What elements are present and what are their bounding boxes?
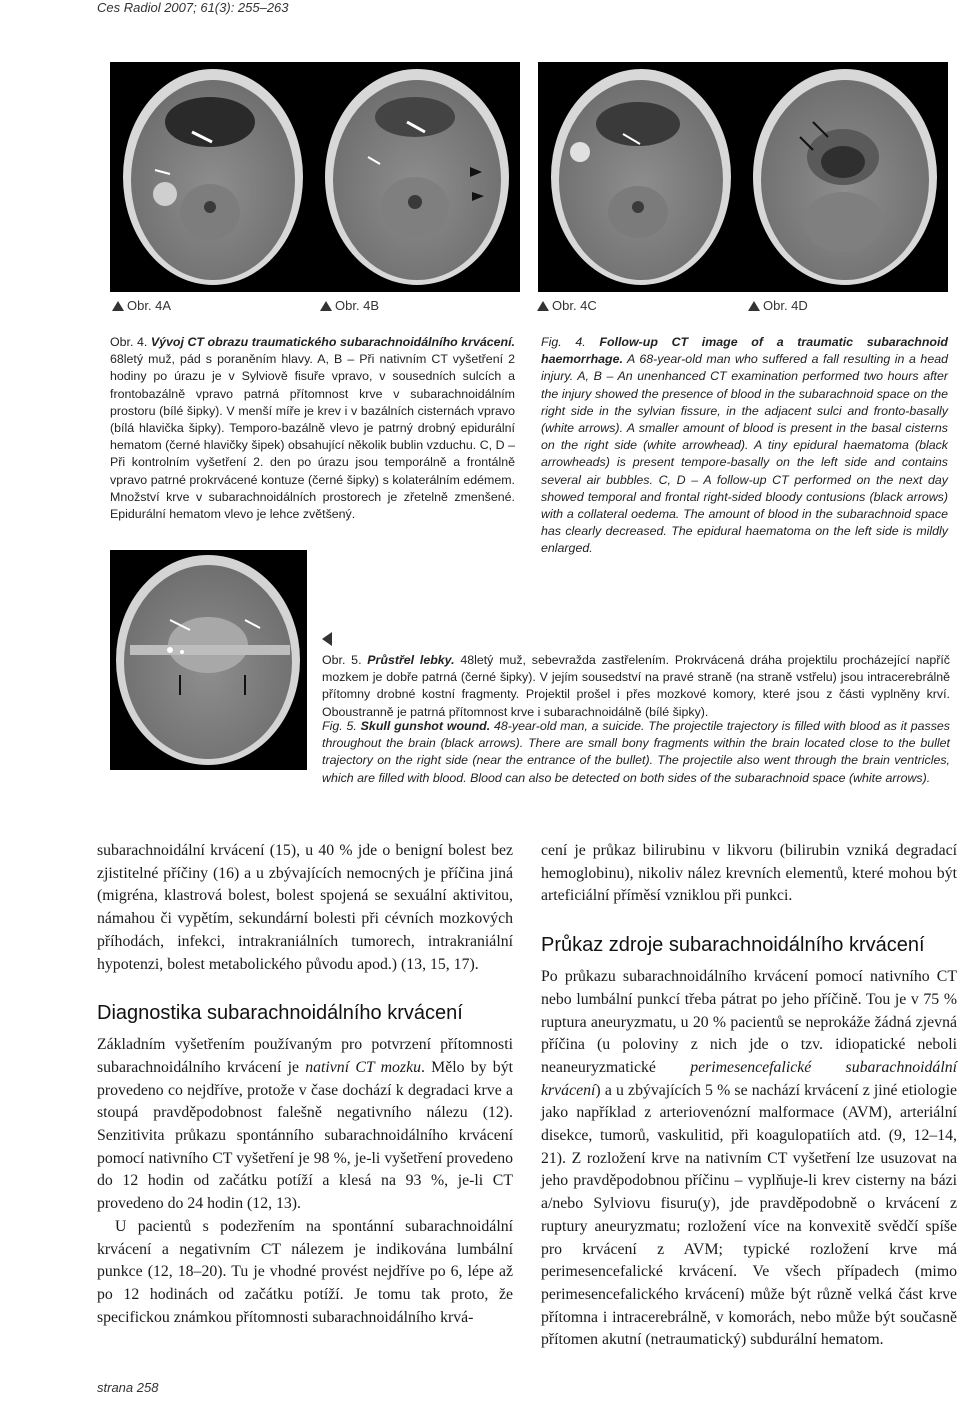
caption-prefix: Fig. 5. [322, 719, 361, 733]
panel-label-4c [537, 298, 597, 313]
figure-5-caption-en [322, 718, 950, 787]
body-text-span: U pacientů s podezřením na spontánní subarachnoidální krvácení a negativním CT nálezem je indikována lumbální punkce (12, 18–20). Tu je vhodné provést nejdříve po 6, lépe až po 12 hodinách od začátku potíží. Je tomu tak proto, že specifickou známkou přítomnosti subarachnoidálního krvá- [97, 1217, 513, 1326]
caption-text: 68letý muž, pád s poraněním hlavy. A, B – Při nativním CT vyšetření 2 hodiny po úrazu je v Sylviově fisuře vpravo, v sousedních sulcích a frontobazálně vpravo patrná přítomnost krve v subarachnoidálním prostoru (bílé šipky). V menší míře je krev i v bazálních cisternách vpravo (bílá hlavička šipky). Temporo-bazálně vlevo je patrný drobný epidurální hematom (černé hlavičky šipek) obsahující několik bublin vzduchu. C, D – Při kontrolním vyšetření 2. den po úrazu jsou temporálně a frontálně vpravo patrné prokrvácené kontuze (černé šipky) s kolaterálním edémem. Množství krve v subarachnoidálních prostorech je zřetelně zmenšené. Epidurální hematom vlevo je lehce zvětšený. [110, 352, 515, 522]
panel-label-4b [320, 298, 379, 313]
caption-text: 48-year-old man, a suicide. The projectile trajectory is filled with blood as it passes throughout the brain (black arrows). There are small bony fragments within the brain located close to the bullet trajectory on the right side (near the entrance of the bullet). The projectile also went through the brain ventricles, which are filled with blood. Blood can also be detected on both sides of the subarachnoid space (white arrows). [322, 719, 950, 785]
caption-title: Follow-up CT image of a traumatic subarachnoid haemorrhage. [541, 335, 949, 367]
figure-5-pointer [322, 632, 332, 651]
panel-label-4a [112, 298, 171, 313]
figure-5-image [110, 550, 307, 770]
figure-5-caption-cz [322, 652, 950, 721]
triangle-up-icon [537, 301, 549, 311]
panel-label-text: Obr. 4A [127, 298, 172, 313]
page-number: strana 258 [97, 1380, 159, 1395]
triangle-left-icon [322, 632, 332, 646]
body-text-span: . Mělo by být provedeno co nejdříve, protože v čase dochází k degradaci krve a stoupá pravděpodobnost falešně negativního nálezu (12). Senzitivita průkazu spontánního subarachnoidálního krvácení pomocí nativního CT vyšetření je 98 %, je-li vyšetření provedeno do 12 hodin od začátku potíží a klesá na 93 %, je-li CT provedeno do 24 hodin (12, 13). [97, 1058, 513, 1213]
body-emphasis: perimesencefalické subarachnoidální krvácení [541, 1058, 957, 1099]
body-paragraph: cení je průkaz bilirubinu v likvoru (bilirubin vzniká degradací hemoglobinu), nikoliv nález krevních elementů, které mohou být arteficiální příměsí vzniklou při punkci. [541, 842, 957, 905]
panel-label-text: Obr. 4D [763, 298, 808, 313]
caption-title: Skull gunshot wound. [360, 719, 491, 733]
section-heading-source: Průkaz zdroje subarachnoidálního krvácení [541, 934, 925, 957]
triangle-up-icon [748, 301, 760, 311]
caption-prefix: Fig. 4. [541, 335, 600, 349]
triangle-up-icon [320, 301, 332, 311]
triangle-up-icon [112, 301, 124, 311]
body-text-span: ) a u zbývajících 5 % se nachází krvácení z jiné etiologie jako například z arteriovenózní malformace (AVM), arteriální disekce, tumorů, vaskulitid, při koagulopatiích atd. (9, 12–14, 21). Z rozložení krve na nativním CT vyšetření lze usuzovat na jeho pravděpodobnou příčinu – vyplňuje-li krev cisterny na bázi a/nebo Sylviovu fisuru(y), jde pravděpodobně o krvácení z ruptury aneuryzmatu; rozložení více na konvexitě svědčí spíše pro krvácení z AVM; typické rozložení krve má perimesencefalické krvácení. Ve všech případech (mimo perimesencefalického krvácení) může být různě velká část krve přítomna i intracerebrálně, v komorách, nebo může být současně přítomen akutní (netraumatický) subdurální hematom. [541, 1081, 957, 1349]
right-column [541, 840, 957, 1352]
caption-title: Vývoj CT obrazu traumatického subarachnoidálního krvácení. [150, 335, 515, 349]
panel-label-4d [748, 298, 808, 313]
body-paragraph [541, 966, 957, 1352]
figure-4-cd-image [538, 62, 948, 292]
section-heading-diagnostics: Diagnostika subarachnoidálního krvácení [97, 1002, 463, 1025]
panel-label-text: Obr. 4B [335, 298, 380, 313]
caption-prefix: Obr. 5. [322, 653, 368, 667]
body-emphasis: nativní CT mozku [305, 1058, 421, 1076]
figure-4-caption-en [541, 334, 948, 558]
body-paragraph: subarachnoidální krvácení (15), u 40 % jde o benigní bolest bez zjistitelné příčiny (16) a u zbývajících nemocných je příčina jiná (migréna, klastrová bolest, bolest spojená se sexuální aktivitou, námahou či vypětím, sekundární bolesti při cévních mozkových příhodách, infekci, intrakraniálních tumorech, intrakraniální hypotenzi, bolest metabolického původu apod.) (13, 15, 17). [97, 842, 513, 973]
figure-4-ab-image [110, 62, 520, 292]
body-text-span: Základním vyšetřením používaným pro potvrzení přítomnosti subarachnoidálního krvácení je [97, 1036, 513, 1076]
body-text-span: Po průkazu subarachnoidálního krvácení pomocí nativního CT nebo lumbální punkcí třeba pátrat po jeho příčině. Tou je v 75 % ruptura aneuryzmatu, u 20 % pacientů se neprokáže žádná zjevná příčina (u poloviny z nich jde o tzv. idiopatické neboli neaneuryzmatické [541, 968, 957, 1076]
caption-text: A 68-year-old man who suffered a fall resulting in a head injury. A, B – An unenhanced CT examination performed two hours after the injury showed the presence of blood in the subarachnoid space on the right side in the sylvian fissure, in the adjacent sulci and fronto-basally (white arrows). A smaller amount of blood is present in the basal cisterns on the right side (white arrowhead). A tiny epidural haematoma (black arrowheads) is present tempore-basally on the left side and contains several air bubbles. C, D – A follow-up CT performed on the next day showed temporal and frontal right-sided bloody contusions (black arrows) with a collateral oedema. The amount of blood in the subarachnoid space has clearly decreased. The epidural haematoma on the left side is mildly enlarged. [541, 352, 948, 556]
journal-reference: Ces Radiol 2007; 61(3): 255–263 [97, 0, 289, 15]
body-paragraph [97, 1034, 513, 1216]
body-paragraph [97, 1216, 513, 1330]
caption-prefix: Obr. 4. [110, 335, 151, 349]
left-column [97, 840, 513, 1329]
panel-label-text: Obr. 4C [552, 298, 597, 313]
caption-title: Průstřel lebky. [367, 653, 455, 667]
caption-text: 48letý muž, sebevražda zastřelením. Prokrvácená dráha projektilu procházející napříč mozkem je dobře patrná (černé šipky). V jejím sousedství na pravé straně (na straně vstřelu) jsou intracerebrálně přítomny drobné kostní fragmenty. Projektil prošel i přes mozkové komory, které jsou z části vyplněny krví. Oboustranně je patrná přítomnost krve i subarachnoidálně (bílé šipky). [322, 653, 950, 719]
figure-4-caption-cz [110, 334, 515, 523]
